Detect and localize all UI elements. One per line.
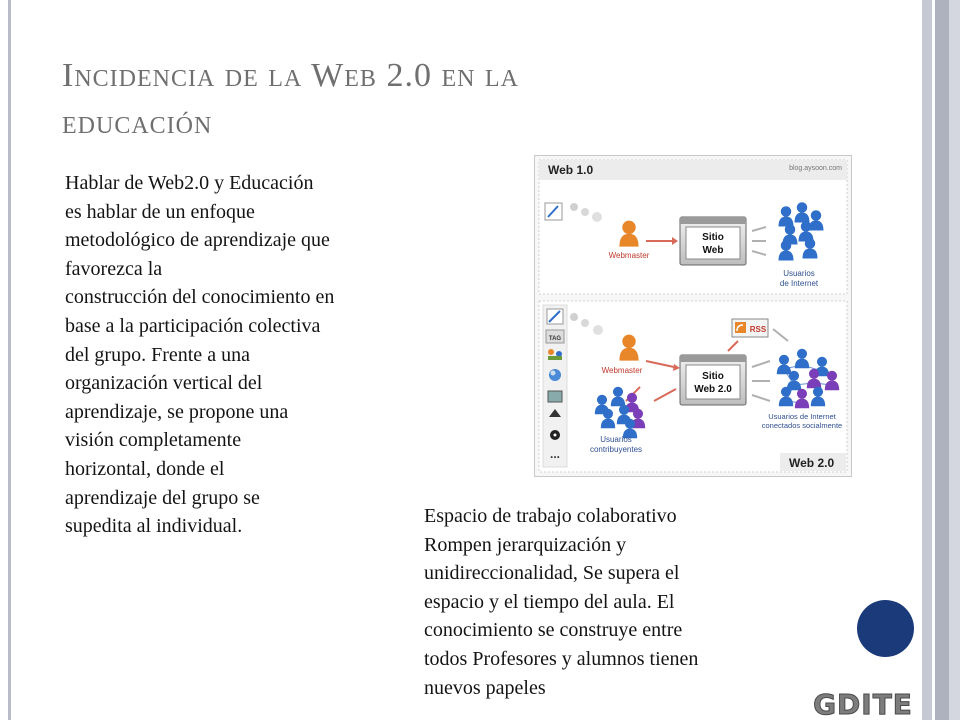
step-dot (570, 203, 578, 211)
paragraph-line: horizontal, donde el (65, 457, 225, 480)
paragraph-line: metodológico de aprendizaje que (65, 229, 330, 252)
pencil-tool-icon (547, 309, 563, 324)
paragraph-line: base a la participación colectiva (65, 314, 321, 337)
slide-title-line-1: Incidencia de la Web 2.0 en la (62, 57, 519, 94)
paragraph-line: Espacio de trabajo colaborativo (424, 505, 677, 527)
web1-vs-web2-diagram (534, 155, 852, 477)
contributors-label-line-1: Usuarios (600, 435, 632, 444)
tag-label: TAG (548, 336, 562, 342)
more-tools-label: ... (549, 447, 561, 461)
step-dot (593, 325, 603, 335)
paragraph-line: espacio y el tiempo del aula. El (424, 590, 675, 613)
body-paragraph-web20-education (65, 169, 440, 541)
blog-tool-icon (549, 369, 561, 381)
paragraph-line: favorezca la (65, 257, 163, 280)
contributors-label-line-2: contribuyentes (589, 445, 643, 454)
paragraph-line: unidireccionalidad, Se supera el (424, 562, 680, 585)
paragraph-line: nuevos papeles (424, 676, 546, 699)
webmaster-label: Webmaster (608, 251, 650, 260)
step-dot (570, 313, 578, 321)
gdite-logo (808, 682, 918, 720)
source-label: blog.aysoon.com (789, 165, 842, 172)
site2-label-line-2: Web 2.0 (694, 384, 732, 395)
photo-tool-icon (548, 391, 562, 402)
paragraph-line: Hablar de Web2.0 y Educación (65, 172, 314, 194)
slide-left-border (8, 0, 11, 720)
site2-label-line-1: Sitio (702, 371, 724, 382)
rss-label: RSS (749, 325, 767, 334)
paragraph-line: todos Profesores y alumnos tienen (424, 647, 699, 670)
social-users-label-line-1: Usuarios de Internet (768, 412, 836, 421)
slide-title-line-2: educación (62, 104, 213, 141)
paragraph-line: construcción del conocimiento en (65, 286, 335, 309)
paragraph-line: del grupo. Frente a una (65, 343, 250, 366)
paragraph-line: Rompen jerarquización y (424, 533, 627, 556)
video-tool-icon (550, 430, 560, 440)
site-label-line-2: Web (702, 245, 724, 256)
paragraph-line: es hablar de un enfoque (65, 200, 255, 223)
paragraph-line: aprendizaje, se propone una (65, 400, 289, 423)
decorative-navy-circle (857, 600, 914, 657)
paragraph-line: organización vertical del (65, 372, 263, 395)
pencil-tool-icon (545, 203, 562, 220)
step-dot (581, 208, 589, 216)
internet-users-label-line-2: de Internet (779, 279, 819, 288)
step-dot (592, 212, 602, 222)
web1-label: Web 1.0 (548, 163, 594, 177)
slide-right-border (918, 0, 960, 720)
tag-icon (546, 330, 564, 343)
tools-sidebar (543, 305, 567, 467)
web1-panel (539, 160, 847, 294)
logo-text: GDITE (813, 688, 913, 720)
paragraph-line: supedita al individual. (65, 515, 243, 538)
web2-panel (539, 301, 847, 472)
paragraph-line: conocimiento se construye entre (424, 619, 683, 642)
social-users-label-line-2: conectados socialmente (761, 421, 843, 430)
body-paragraph-collaborative (424, 502, 814, 702)
slide-title (62, 52, 822, 146)
paragraph-line: aprendizaje del grupo se (65, 486, 260, 509)
webmaster-label: Webmaster (601, 366, 643, 375)
paragraph-line: visión completamente (65, 429, 242, 452)
internet-users-label-line-1: Usuarios (783, 269, 815, 278)
site-label-line-1: Sitio (702, 232, 724, 243)
step-dot (581, 319, 589, 327)
web2-label: Web 2.0 (789, 456, 835, 470)
